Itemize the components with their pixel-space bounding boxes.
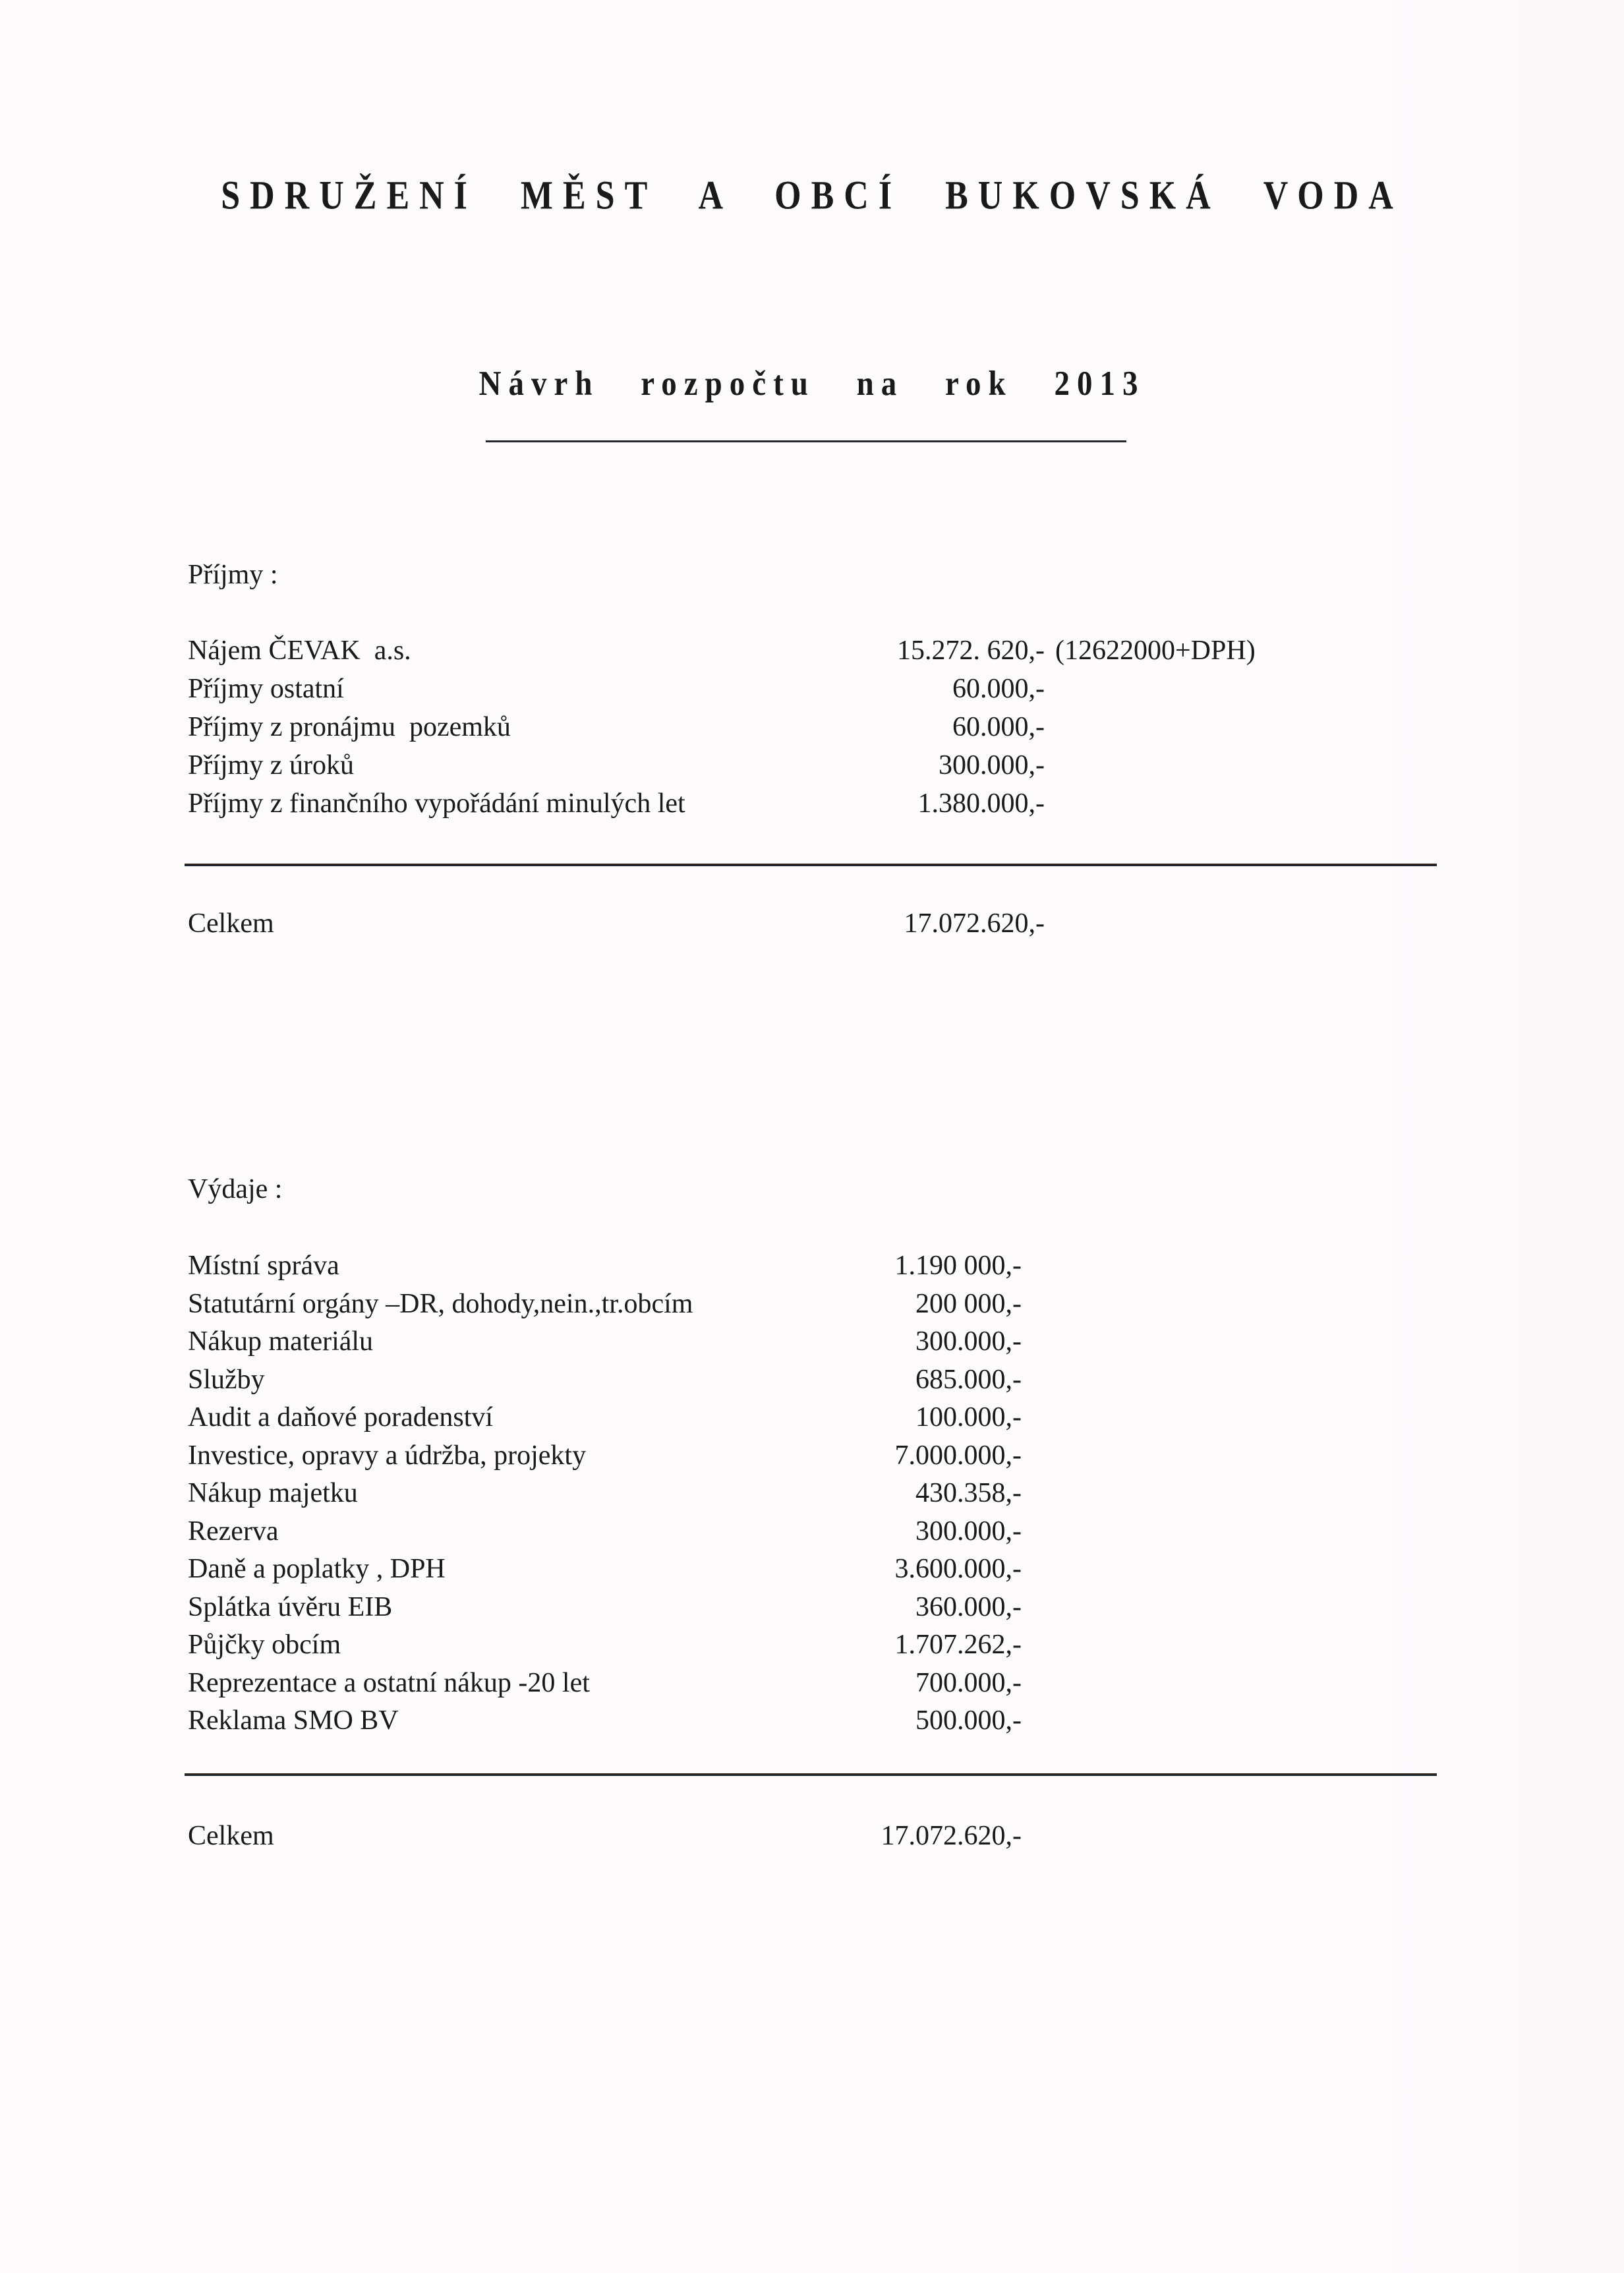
expense-row <box>188 1399 1022 1437</box>
row-amount: 200 000,- <box>915 1288 1022 1319</box>
row-note: (12622000+DPH) <box>1055 635 1256 666</box>
expense-row <box>188 1323 1022 1361</box>
expense-row <box>188 1247 1022 1285</box>
row-label: Daně a poplatky , DPH <box>188 1554 446 1584</box>
income-row <box>188 746 1256 784</box>
expense-rows <box>188 1247 1022 1740</box>
row-amount: 300.000,- <box>915 1326 1022 1357</box>
expense-row <box>188 1589 1022 1627</box>
row-amount: 3.600.000,- <box>894 1554 1022 1584</box>
page-subtitle: Návrh rozpočtu na rok 2013 <box>478 365 1146 403</box>
row-amount: 430.358,- <box>915 1478 1022 1508</box>
income-rows <box>188 632 1256 823</box>
income-total-row <box>188 904 1045 943</box>
income-row <box>188 632 1256 670</box>
section-heading-expenses: Výdaje : <box>188 1174 283 1204</box>
page-title: SDRUŽENÍ MĚST A OBCÍ BUKOVSKÁ VODA <box>221 173 1403 218</box>
expense-row <box>188 1513 1022 1551</box>
row-amount: 15.272. 620,- <box>897 635 1045 666</box>
income-divider <box>185 864 1437 865</box>
section-heading-income: Příjmy : <box>188 560 278 590</box>
row-amount: 7.000.000,- <box>894 1440 1022 1471</box>
row-label: Nákup majetku <box>188 1478 358 1508</box>
row-label: Půjčky obcím <box>188 1630 341 1660</box>
expense-row <box>188 1665 1022 1703</box>
row-amount: 100.000,- <box>915 1402 1022 1432</box>
total-label: Celkem <box>188 908 274 939</box>
row-label: Příjmy z pronájmu pozemků <box>188 712 511 742</box>
row-label: Reprezentace a ostatní nákup -20 let <box>188 1667 590 1698</box>
expense-row <box>188 1361 1022 1400</box>
expenses-total-row <box>188 1817 1022 1855</box>
row-label: Nájem ČEVAK a.s. <box>188 635 411 666</box>
row-amount: 300.000,- <box>939 750 1045 781</box>
expense-row <box>188 1626 1022 1665</box>
expense-row <box>188 1550 1022 1589</box>
row-amount: 1.380.000,- <box>917 788 1045 819</box>
row-amount: 60.000,- <box>952 674 1045 704</box>
row-label: Nákup materiálu <box>188 1326 374 1357</box>
total-label: Celkem <box>188 1821 274 1851</box>
row-label: Reklama SMO BV <box>188 1705 399 1736</box>
expense-row <box>188 1437 1022 1475</box>
row-label: Služby <box>188 1364 265 1395</box>
expense-row <box>188 1285 1022 1324</box>
row-label: Místní správa <box>188 1251 339 1281</box>
expense-row <box>188 1475 1022 1513</box>
income-row <box>188 708 1256 746</box>
row-label: Investice, opravy a údržba, projekty <box>188 1440 587 1471</box>
row-label: Splátka úvěru EIB <box>188 1591 393 1622</box>
row-amount: 60.000,- <box>952 712 1045 742</box>
row-amount: 1.190 000,- <box>894 1251 1022 1281</box>
row-label: Příjmy z úroků <box>188 750 354 781</box>
row-label: Rezerva <box>188 1516 279 1547</box>
subtitle-underline <box>486 440 1126 442</box>
row-amount: 685.000,- <box>915 1364 1022 1395</box>
income-row <box>188 784 1256 823</box>
row-label: Statutární orgány –DR, dohody,nein.,tr.obcím <box>188 1288 693 1319</box>
row-amount: 500.000,- <box>915 1705 1022 1736</box>
total-amount: 17.072.620,- <box>881 1821 1022 1851</box>
row-amount: 700.000,- <box>915 1667 1022 1698</box>
row-label: Příjmy z finančního vypořádání minulých let <box>188 788 685 819</box>
row-amount: 360.000,- <box>915 1591 1022 1622</box>
total-amount: 17.072.620,- <box>904 908 1045 939</box>
expenses-divider <box>185 1773 1437 1775</box>
row-label: Audit a daňové poradenství <box>188 1402 494 1432</box>
income-row <box>188 670 1256 708</box>
row-amount: 300.000,- <box>915 1516 1022 1547</box>
row-amount: 1.707.262,- <box>894 1630 1022 1660</box>
expense-row <box>188 1702 1022 1740</box>
row-label: Příjmy ostatní <box>188 674 344 704</box>
